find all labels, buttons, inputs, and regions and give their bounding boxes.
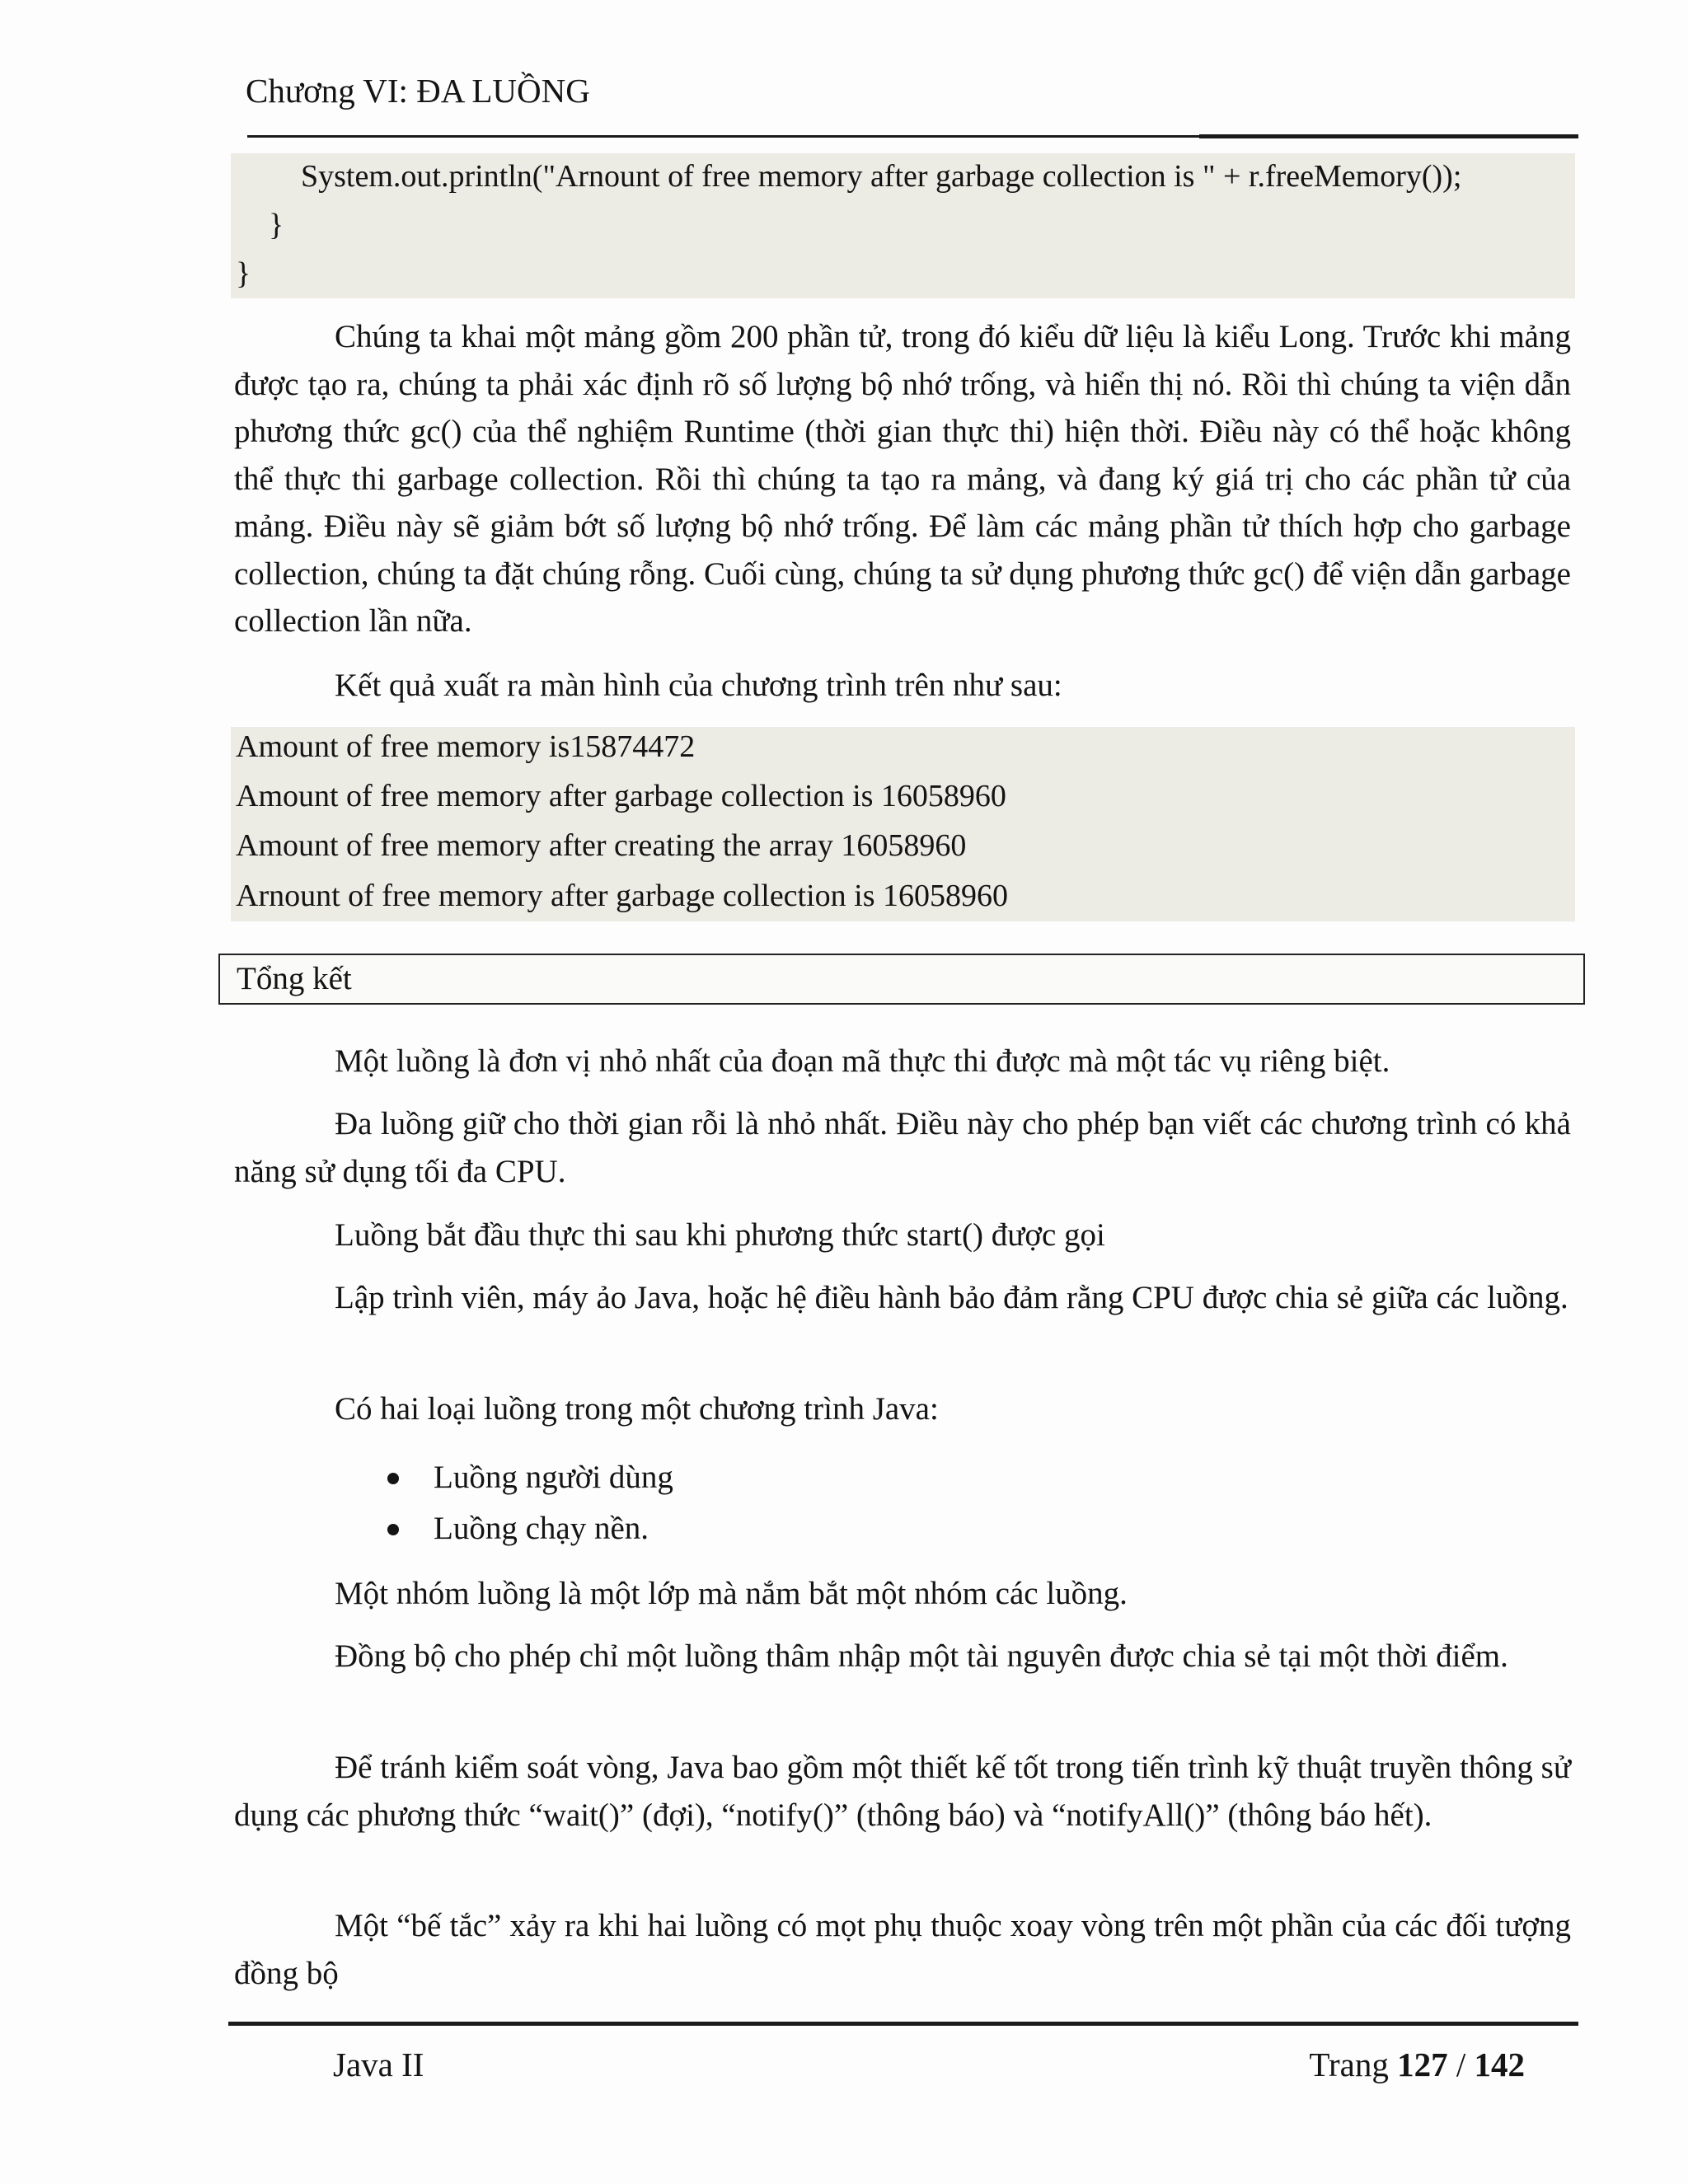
explanation-paragraph: Chúng ta khai một mảng gồm 200 phần tử, trong đó kiểu dữ liệu là kiểu Long. Trước khi mảng được tạo ra, chúng ta phải xác định rõ số lượng bộ nhớ trống, và hiển thị nó. Rồi thì chúng ta viện dẫn phương thức gc() của thể nghiệm Runtime (thời gian thực thi) hiện thời. Điều này có thể hoặc không thể thực thi garbage collection. Rồi thì chúng ta tạo ra mảng, và đang ký giá trị cho các phần tử của mảng. Điều này sẽ giảm bớt số lượng bộ nhớ trống. Để làm các mảng phần tử thích hợp cho garbage collection, chúng ta đặt chúng rỗng. Cuối cùng, chúng ta sử dụng phương thức gc() để viện dẫn garbage collection lần nữa. <box>234 319 1571 639</box>
footer-page-number <box>1309 2041 1525 2088</box>
summary-point: Luồng bắt đầu thực thi sau khi phương thức start() được gọi <box>335 1217 1105 1253</box>
chapter-title: Chương VI: ĐA LUỒNG <box>246 72 590 110</box>
output-line: Amount of free memory after creating the array 16058960 <box>236 828 967 863</box>
page-current: 127 <box>1397 2046 1448 2083</box>
summary-point: Một nhóm luồng là một lớp mà nắm bắt một nhóm các luồng. <box>335 1576 1128 1611</box>
code-snippet-block <box>231 153 1575 298</box>
page-separator: / <box>1456 2046 1466 2083</box>
output-intro-paragraph: Kết quả xuất ra màn hình của chương trình trên như sau: <box>335 668 1062 703</box>
output-line: Arnount of free memory after garbage collection is 16058960 <box>236 879 1009 913</box>
summary-point: Lập trình viên, máy ảo Java, hoặc hệ điều hành bảo đảm rằng CPU được chia sẻ giữa các luồng. <box>335 1280 1568 1315</box>
footer-course-name: Java II <box>333 2046 424 2083</box>
program-output-block <box>231 727 1575 921</box>
summary-point: Một luồng là đơn vị nhỏ nhất của đoạn mã thực thi được mà một tác vụ riêng biệt. <box>335 1043 1390 1079</box>
summary-point: Một “bế tắc” xảy ra khi hai luồng có mọt phụ thuộc xoay vòng trên một phần của các đối tượng đồng bộ <box>234 1908 1571 1991</box>
footer-divider <box>228 2022 1578 2026</box>
summary-point: Đồng bộ cho phép chỉ một luồng thâm nhập một tài nguyên được chia sẻ tại một thời điểm. <box>335 1638 1508 1674</box>
output-line: Amount of free memory is15874472 <box>236 729 696 764</box>
summary-point: Đa luồng giữ cho thời gian rỗi là nhỏ nhất. Điều này cho phép bạn viết các chương trình có khả năng sử dụng tối đa CPU. <box>234 1106 1571 1189</box>
bullet-dot-icon <box>387 1473 399 1484</box>
page-total: 142 <box>1474 2046 1525 2083</box>
code-line: } <box>236 256 251 291</box>
bullet-dot-icon <box>387 1524 399 1535</box>
output-line: Amount of free memory after garbage collection is 16058960 <box>236 779 1006 813</box>
page-prefix: Trang <box>1309 2046 1389 2083</box>
bullet-item: Luồng chạy nền. <box>434 1511 649 1546</box>
header-divider-accent <box>1199 134 1578 138</box>
summary-heading: Tổng kết <box>237 961 352 996</box>
code-line: } <box>269 208 284 242</box>
summary-point: Có hai loại luồng trong một chương trình Java: <box>335 1391 939 1427</box>
summary-point: Để tránh kiểm soát vòng, Java bao gồm một thiết kế tốt trong tiến trình kỹ thuật truyền thông sử dụng các phương thức “wait()” (đợi), “notify()” (thông báo) và “notifyAll()” (thông báo hết). <box>234 1750 1571 1833</box>
summary-heading-box <box>218 954 1585 1005</box>
bullet-item: Luồng người dùng <box>434 1460 673 1495</box>
code-line: System.out.println("Arnount of free memory after garbage collection is " + r.freeMemory()); <box>301 159 1462 194</box>
